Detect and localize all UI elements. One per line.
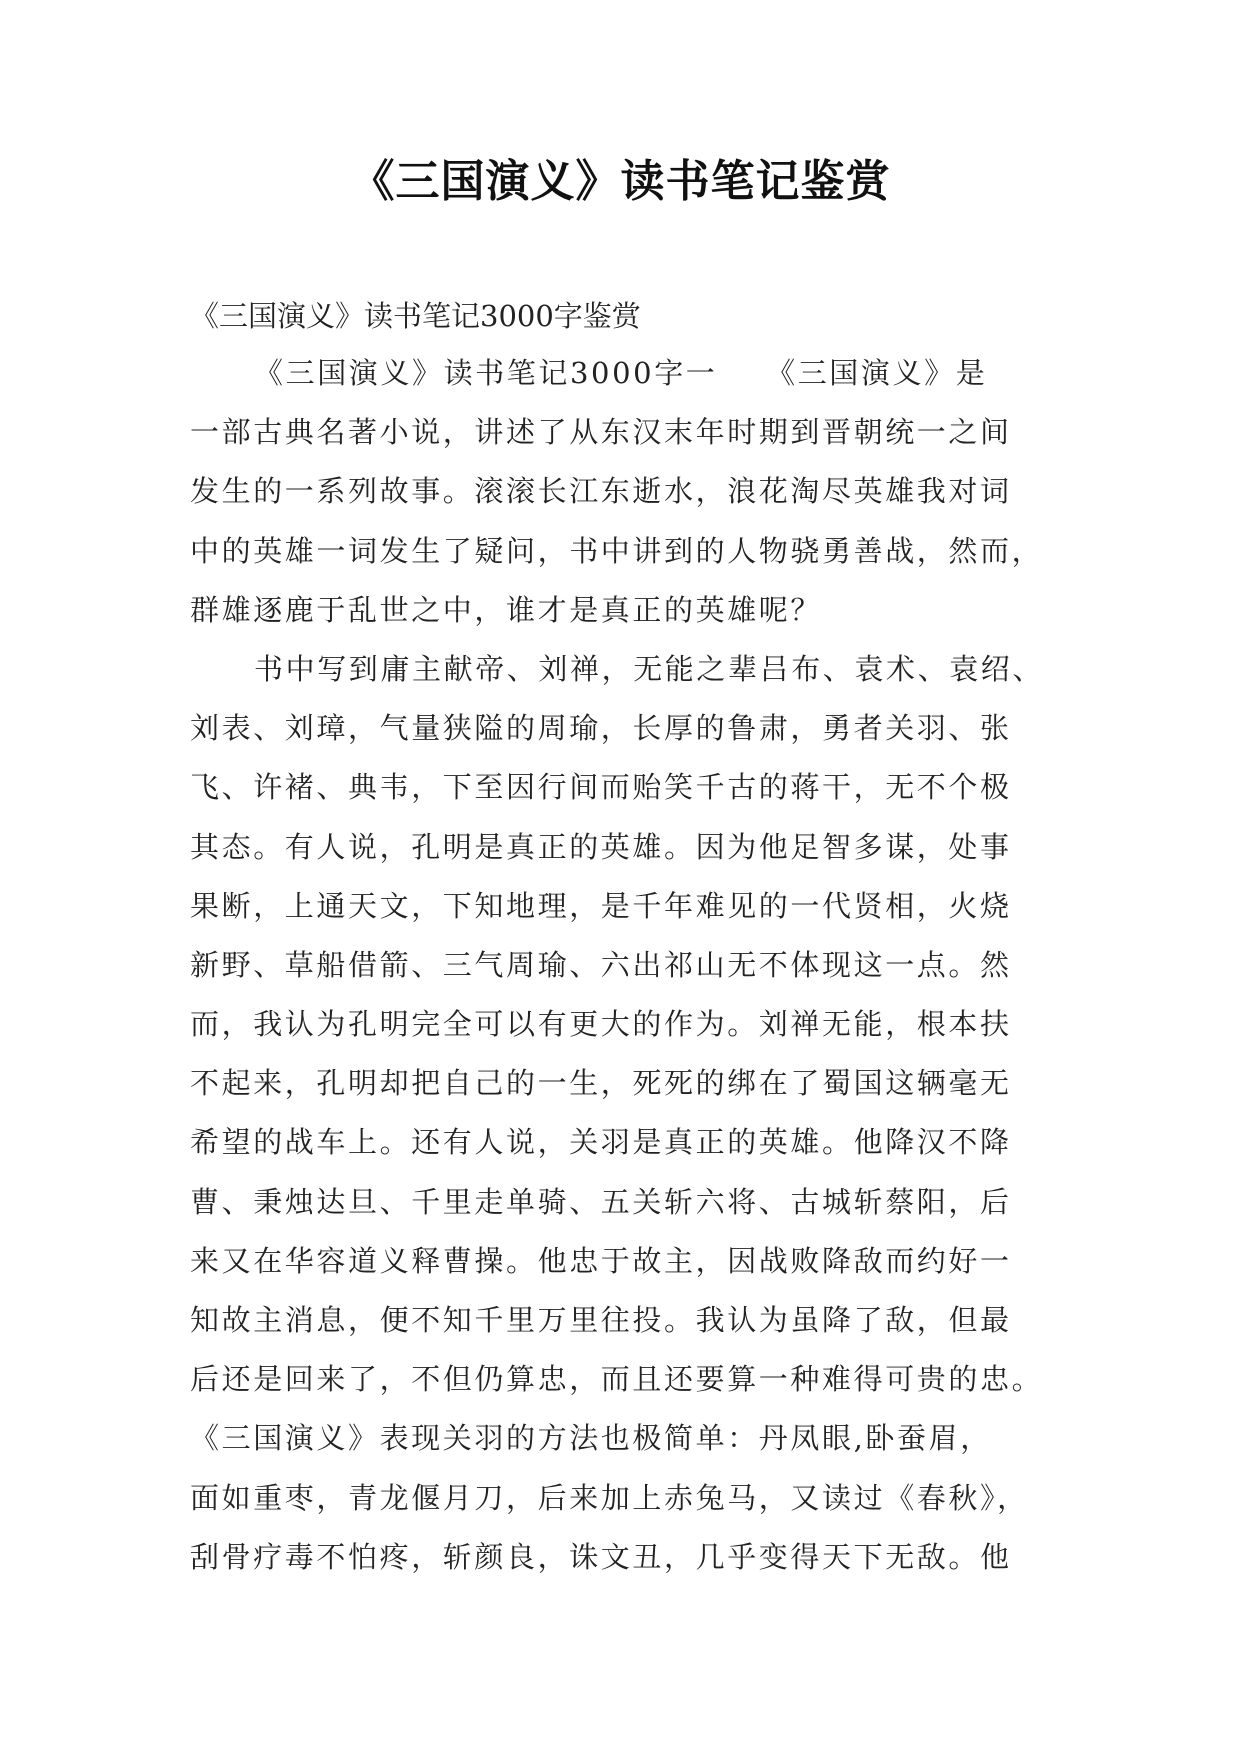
body-line: 一部古典名著小说，讲述了从东汉末年时期到晋朝统一之间: [190, 415, 1012, 450]
body-line: 果断，上通天文，下知地理，是千年难见的一代贤相，火烧: [190, 888, 1012, 923]
body-line: 群雄逐鹿于乱世之中，谁才是真正的英雄呢？: [190, 592, 823, 627]
body-line: 发生的一系列故事。滚滚长江东逝水，浪花淘尽英雄我对词: [190, 474, 1012, 509]
body-line: 曹、秉烛达旦、千里走单骑、五关斩六将、古城斩蔡阳，后: [190, 1184, 1012, 1219]
body-line: 飞、许褚、典韦，下至因行间而贻笑千古的蒋干，无不个极: [190, 770, 1012, 805]
body-line: 刮骨疗毒不怕疼，斩颜良，诛文丑，几乎变得天下无敌。他: [190, 1539, 1012, 1574]
document-body: [190, 344, 1070, 1587]
body-line: 希望的战车上。还有人说，关羽是真正的英雄。他降汉不降: [190, 1125, 1012, 1160]
body-line: 书中写到庸主献帝、刘禅，无能之辈吕布、袁术、袁绍、: [254, 651, 1045, 686]
body-line: 来又在华容道义释曹操。他忠于故主，因战败降敌而约好一: [190, 1243, 1012, 1278]
body-line: 面如重枣，青龙偃月刀，后来加上赤兔马，又读过《春秋》，: [190, 1480, 1029, 1515]
body-line: 而，我认为孔明完全可以有更大的作为。刘禅无能，根本扶: [190, 1007, 1012, 1042]
body-line: 后还是回来了，不但仍算忠，而且还要算一种难得可贵的忠。: [190, 1362, 1044, 1397]
body-line: 中的英雄一词发生了疑问，书中讲到的人物骁勇善战，然而，: [190, 533, 1044, 568]
document-title: 《三国演义》读书笔记鉴赏: [350, 156, 891, 207]
body-line: 不起来，孔明却把自己的一生，死死的绑在了蜀国这辆毫无: [190, 1066, 1012, 1101]
body-line: 刘表、刘璋，气量狭隘的周瑜，长厚的鲁肃，勇者关羽、张: [190, 711, 1012, 746]
body-line: 《三国演义》读书笔记3000字一 《三国演义》是: [254, 356, 988, 390]
body-line: 新野、草船借箭、三气周瑜、六出祁山无不体现这一点。然: [190, 947, 1012, 982]
body-line: 其态。有人说，孔明是真正的英雄。因为他足智多谋，处事: [190, 829, 1012, 864]
body-line: 知故主消息，便不知千里万里往投。我认为虽降了敌，但最: [190, 1303, 1012, 1337]
body-line: 《三国演义》表现关羽的方法也极简单：丹凤眼,卧蚕眉，: [190, 1421, 992, 1456]
document-subtitle: 《三国演义》读书笔记3000字鉴赏: [190, 299, 641, 333]
